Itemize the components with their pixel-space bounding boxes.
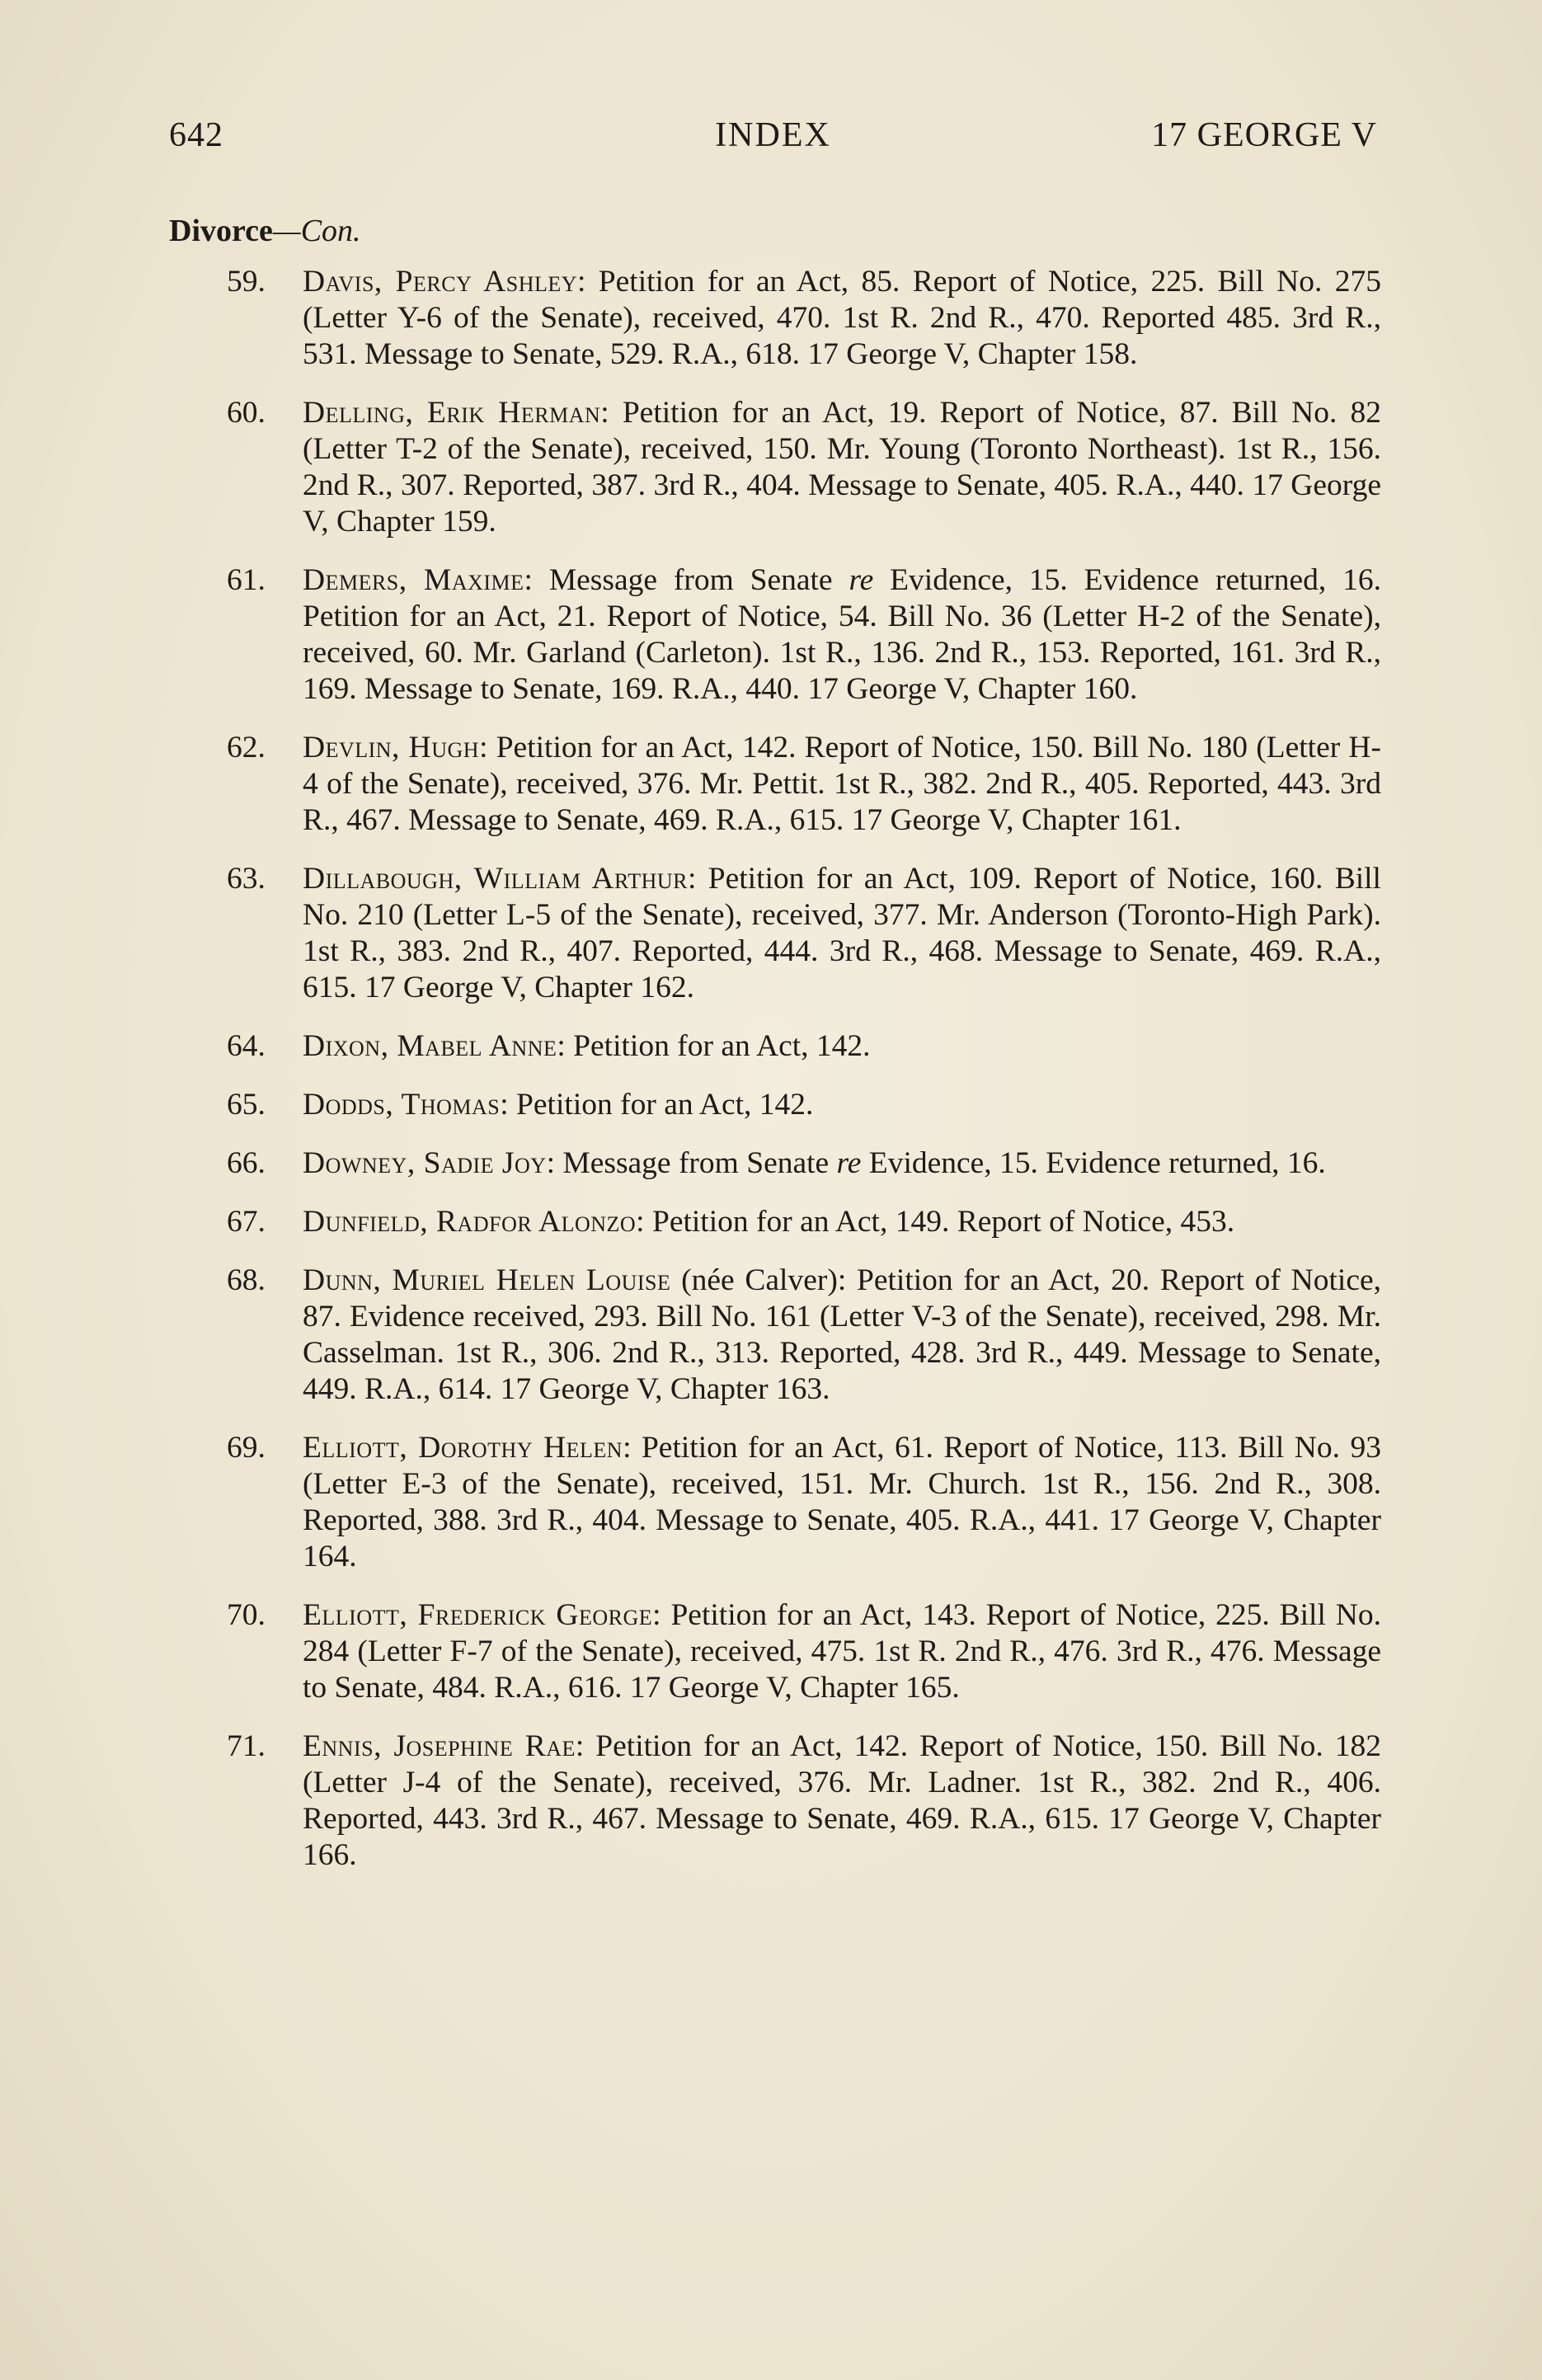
entry-number: 70. <box>227 1598 266 1632</box>
entry-number: 67. <box>227 1205 266 1239</box>
entry-name: Demers, Maxime <box>303 563 524 597</box>
entry-text: : Message from Senate <box>524 563 849 597</box>
entry-text: : Petition for an Act, 19. Report of Notice, 87. Bill No. 82 (Letter T-2 of the Senate), received, 150. Mr. Young (Toronto Northeast). 1st R., 156. 2nd R., 307. Reported, 387. 3rd R., 404. Message to Senate, 405. R.A., 440. 17 George V, Chapter 159. <box>303 396 1381 539</box>
index-entry <box>227 1597 1381 1706</box>
index-entry <box>227 264 1381 373</box>
entry-number: 66. <box>227 1146 266 1180</box>
entry-number: 64. <box>227 1029 266 1063</box>
entry-name: Davis, Percy Ashley <box>303 265 578 299</box>
entry-text: : Petition for an Act, 20. Report of Notice, 87. Evidence received, 293. Bill No. 161 (Letter V-3 of the Senate), received, 298. Mr. Casselman. 1st R., 306. 2nd R., 313. Reported, 428. 3rd R., 449. Message to Senate, 449. R.A., 614. 17 George V, Chapter 163. <box>303 1263 1381 1406</box>
running-head <box>169 115 1377 165</box>
entry-re: re <box>849 563 874 597</box>
index-entry <box>227 1145 1381 1182</box>
entry-name: Elliott, Dorothy Helen <box>303 1431 623 1465</box>
entry-number: 68. <box>227 1263 266 1297</box>
index-entries <box>227 264 1381 1896</box>
entry-name: Downey, Sadie Joy <box>303 1146 547 1180</box>
index-entry <box>227 861 1381 1006</box>
section-title: Divorce <box>169 214 273 248</box>
entry-text: : Petition for an Act, 142. <box>557 1029 871 1063</box>
index-entry <box>227 1729 1381 1874</box>
entry-name: Ennis, Josephine Rae <box>303 1729 576 1763</box>
entry-name: Dillabough, William Arthur <box>303 862 688 896</box>
page-title: INDEX <box>715 116 831 154</box>
entry-name: Delling, Erik Herman <box>303 396 601 430</box>
entry-number: 69. <box>227 1431 266 1465</box>
entry-text: : Petition for an Act, 142. <box>500 1088 814 1122</box>
index-entry <box>227 562 1381 708</box>
entry-re: re <box>836 1146 862 1180</box>
index-entry <box>227 1028 1381 1065</box>
entry-name: Dodds, Thomas <box>303 1088 501 1122</box>
index-entry <box>227 1263 1381 1408</box>
entry-text: : Petition for an Act, 142. Report of Notice, 150. Bill No. 180 (Letter H-4 of the Senate), received, 376. Mr. Pettit. 1st R., 382. 2nd R., 405. Reported, 443. 3rd R., 467. Message to Senate, 469. R.A., 615. 17 George V, Chapter 161. <box>303 731 1381 837</box>
entry-number: 62. <box>227 731 266 764</box>
index-entry <box>227 395 1381 540</box>
entry-number: 61. <box>227 563 266 597</box>
entry-name: Elliott, Frederick George <box>303 1598 653 1632</box>
index-entry <box>227 1087 1381 1123</box>
section-heading <box>169 213 361 249</box>
entry-text: : Petition for an Act, 149. Report of Notice, 453. <box>636 1205 1235 1239</box>
entry-name: Dunfield, Radfor Alonzo <box>303 1205 637 1239</box>
entry-text: : Message from Senate <box>546 1146 837 1180</box>
entry-name: Devlin, Hugh <box>303 731 480 764</box>
entry-number: 60. <box>227 396 266 430</box>
entry-text: : Petition for an Act, 85. Report of Notice, 225. Bill No. 275 (Letter Y-6 of the Senate), received, 470. 1st R. 2nd R., 470. Reported 485. 3rd R., 531. Message to Senate, 529. R.A., 618. 17 George V, Chapter 158. <box>303 265 1381 371</box>
entry-name: Dunn, Muriel Helen Louise <box>303 1263 671 1297</box>
entry-text-continued: Evidence, 15. Evidence returned, 16. Petition for an Act, 21. Report of Notice, 54. Bill No. 36 (Letter H-2 of the Senate), received, 60. Mr. Garland (Carleton). 1st R., 136. 2nd R., 153. Reported, 161. 3rd R., 169. Message to Senate, 169. R.A., 440. 17 George V, Chapter 160. <box>303 563 1381 706</box>
entry-number: 65. <box>227 1088 266 1122</box>
entry-text: : Petition for an Act, 61. Report of Notice, 113. Bill No. 93 (Letter E-3 of the Senate), received, 151. Mr. Church. 1st R., 156. 2nd R., 308. Reported, 388. 3rd R., 404. Message to Senate, 405. R.A., 441. 17 George V, Chapter 164. <box>303 1431 1381 1573</box>
entry-name-note: (née Calver) <box>670 1263 838 1297</box>
index-entry <box>227 1430 1381 1575</box>
entry-number: 71. <box>227 1729 266 1763</box>
page-number: 642 <box>169 116 223 154</box>
entry-text-continued: Evidence, 15. Evidence returned, 16. <box>861 1146 1326 1180</box>
entry-number: 59. <box>227 265 266 299</box>
entry-number: 63. <box>227 862 266 896</box>
entry-text: : Petition for an Act, 142. Report of Notice, 150. Bill No. 182 (Letter J-4 of the Senate), received, 376. Mr. Ladner. 1st R., 382. 2nd R., 406. Reported, 443. 3rd R., 467. Message to Senate, 469. R.A., 615. 17 George V, Chapter 166. <box>303 1729 1381 1872</box>
index-entry <box>227 730 1381 839</box>
section-continued: —Con. <box>272 214 361 248</box>
entry-text: : Petition for an Act, 143. Report of Notice, 225. Bill No. 284 (Letter F-7 of the Senate), received, 475. 1st R. 2nd R., 476. 3rd R., 476. Message to Senate, 484. R.A., 616. 17 George V, Chapter 165. <box>303 1598 1381 1705</box>
regnal-year: 17 GEORGE V <box>1151 116 1377 154</box>
index-entry <box>227 1204 1381 1240</box>
entry-name: Dixon, Mabel Anne <box>303 1029 557 1063</box>
entry-text: : Petition for an Act, 109. Report of Notice, 160. Bill No. 210 (Letter L-5 of the Senate), received, 377. Mr. Anderson (Toronto-High Park). 1st R., 383. 2nd R., 407. Reported, 444. 3rd R., 468. Message to Senate, 469. R.A., 615. 17 George V, Chapter 162. <box>303 862 1381 1004</box>
